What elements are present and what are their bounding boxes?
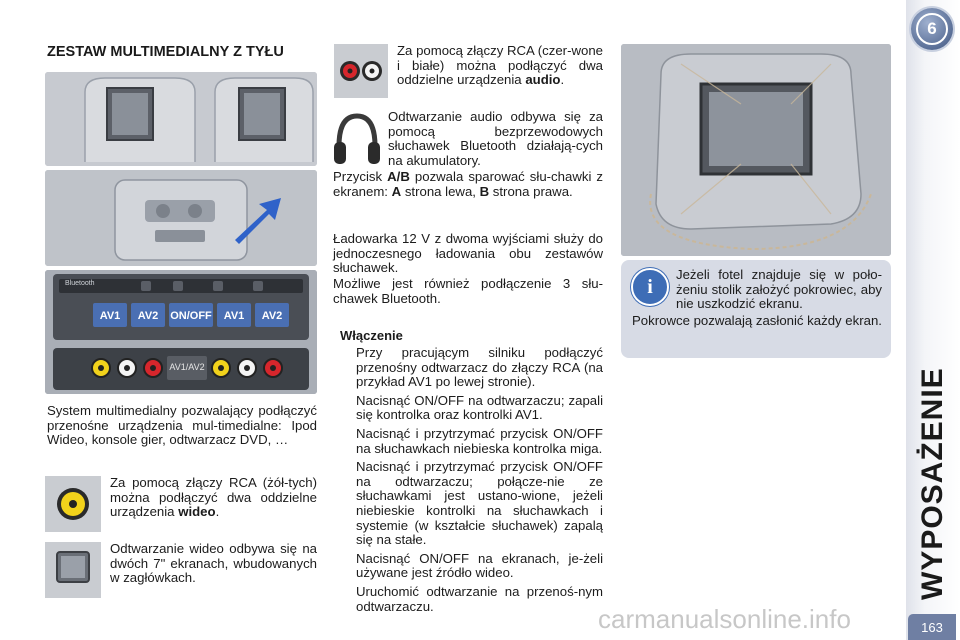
- page-title: ZESTAW MULTIMEDIALNY Z TYŁU: [47, 44, 284, 60]
- bluetooth-label: Bluetooth: [65, 280, 95, 287]
- covers-text: Pokrowce pozwalają zasłonić każdy ekran.: [632, 313, 882, 328]
- av-label: AV1/AV2: [169, 362, 205, 372]
- list-item: Nacisnąć i przytrzymać przycisk ON/OFF na odtwarzaczu; połącze-nie ze słuchawkami jest ustano-wione, jeżeli niebieskie kontrolki na słuchawkach i systemie (w kształcie słuchawek) zapalą się na stałe.: [356, 459, 603, 548]
- list-item: Nacisnąć ON/OFF na odtwarzaczu; zapali się kontrolka oraz kontrolki AV1.: [356, 392, 603, 423]
- panel-button-av1-left: AV1: [99, 310, 121, 322]
- charger-paragraph: Ładowarka 12 V z dwoma wyjściami służy do jednoczesnego ładowania obu zestawów słuchawek.: [333, 231, 603, 276]
- cover-warning-text: Jeżeli fotel znajduje się w poło-żeniu stolik założyć pokrowiec, aby nie uszkodzić ekranu.: [676, 267, 882, 312]
- switch-on-steps: [334, 346, 603, 618]
- headrest-screen-icon: [45, 542, 101, 598]
- ab-button-paragraph: Przycisk A/B pozwala sparować słu-chawki z ekranem: A strona lewa, B strona prawa.: [333, 169, 604, 199]
- headphones-icon: [331, 110, 383, 168]
- rca-yellow-icon: [45, 476, 101, 532]
- red-white-rca-thumbnail: [334, 44, 388, 98]
- list-item: Nacisnąć ON/OFF na ekranach, je-żeli używane jest źródło wideo.: [356, 550, 603, 581]
- page-number: 163: [908, 614, 956, 640]
- panel-button-onoff: ON/OFF: [170, 310, 212, 322]
- watermark: carmanualsonline.info: [598, 604, 851, 634]
- rca-video-paragraph: Za pomocą złączy RCA (żół-tych) można podłączyć dwa oddzielne urządzenia wideo.: [110, 475, 317, 520]
- section-title: WYPOSAŻENIE: [916, 367, 949, 600]
- info-icon: i: [631, 268, 669, 306]
- headrest-illustration: [45, 72, 317, 166]
- panel-button-av2-right: AV2: [261, 310, 283, 322]
- rca-audio-paragraph: Za pomocą złączy RCA (czer-wone i białe) można podłączyć dwa oddzielne urządzenia audio.: [397, 43, 603, 88]
- panel-button-av1-right: AV1: [223, 310, 245, 322]
- headrest-screens-image: [45, 72, 317, 166]
- yellow-rca-thumbnail: [45, 476, 101, 532]
- control-panel-illustration: [45, 270, 317, 394]
- chapter-number: 6: [927, 19, 937, 38]
- switch-on-heading: Włączenie: [340, 328, 403, 343]
- audio-playback-paragraph: Odtwarzanie audio odbywa się za pomocą bezprzewodowych słuchawek Bluetooth działają-cych na akumulatory.: [388, 109, 603, 168]
- list-item: Uruchomić odtwarzanie na przenoś-nym odtwarzaczu.: [356, 583, 603, 614]
- list-item: Nacisnąć i przytrzymać przycisk ON/OFF na słuchawkach niebieska kontrolka miga.: [356, 425, 603, 456]
- panel-button-av2-left: AV2: [137, 310, 159, 322]
- headrest-screen-thumbnail: [45, 542, 101, 598]
- screen-cover-image: [621, 44, 891, 256]
- console-illustration: [45, 170, 317, 266]
- video-playback-paragraph: Odtwarzanie wideo odbywa się na dwóch 7" ekranach, wbudowanych w zagłówkach.: [110, 541, 317, 586]
- chapter-badge: [911, 8, 953, 50]
- screen-cover-illustration: [621, 44, 891, 256]
- rca-audio-icon: [334, 44, 388, 98]
- control-panel-image: [45, 270, 317, 394]
- three-headphones-paragraph: Możliwe jest również podłączenie 3 słu-chawek Bluetooth.: [333, 276, 603, 306]
- list-item: Przy pracującym silniku podłączyć przenośny odtwarzacz do złączy RCA (na przykład AV1 po lewej stronie).: [356, 345, 603, 390]
- intro-paragraph: System multimedialny pozwalający podłączyć przenośne urządzenia mul-timedialne: Ipod Wideo, konsole gier, odtwarzacz DVD, …: [47, 403, 317, 448]
- headphones-thumbnail: [331, 110, 383, 168]
- rear-console-image: [45, 170, 317, 266]
